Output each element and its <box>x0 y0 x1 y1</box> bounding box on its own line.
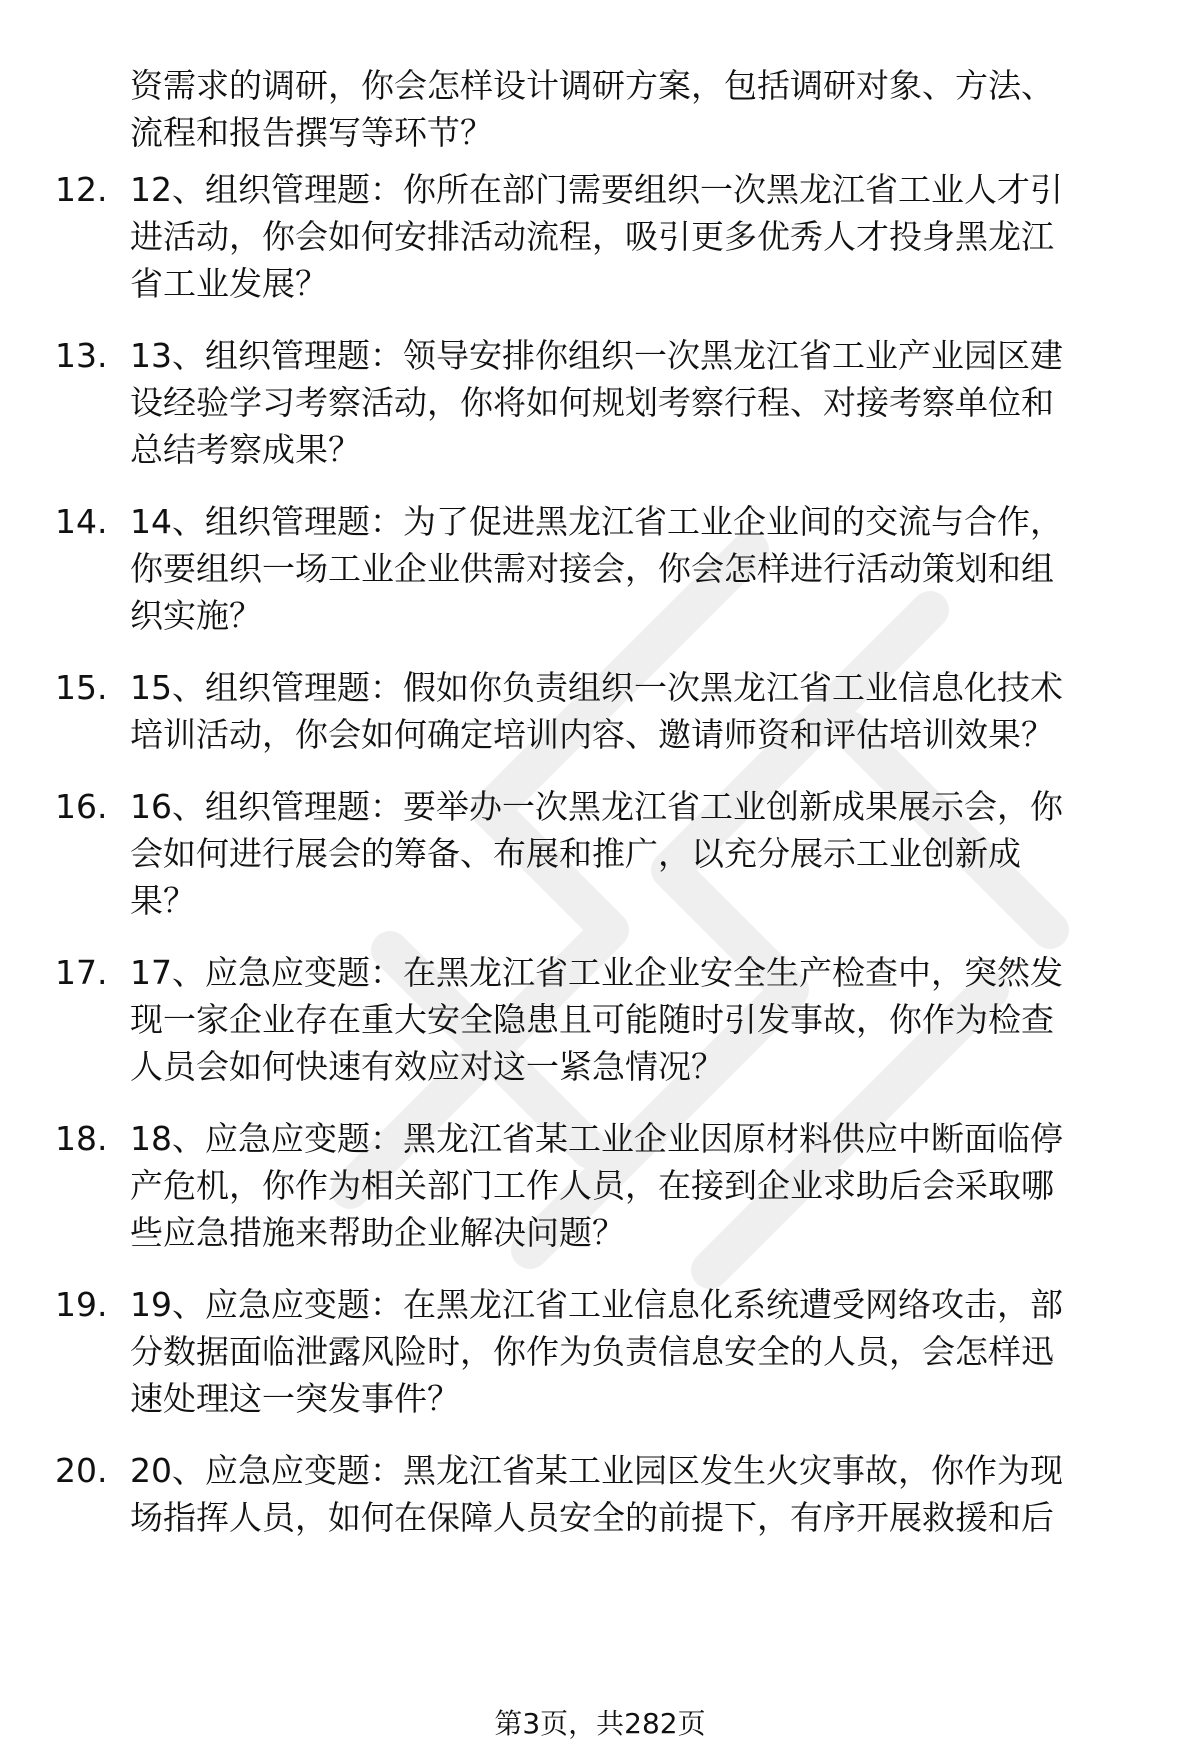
list-item-text: 17、应急应变题：在黑龙江省工业企业安全生产检查中，突然发 现一家企业存在重大安全隐患且可能随时引发事故，你作为检查 人员会如何快速有效应对这一紧急情况？ <box>130 953 1063 1086</box>
list-item-text: 18、应急应变题：黑龙江省某工业企业因原材料供应中断面临停 产危机，你作为相关部门工作人员，在接到企业求助后会采取哪 些应急措施来帮助企业解决问题？ <box>130 1119 1063 1252</box>
list-item-number: 15. <box>55 668 108 707</box>
list-item-number: 19. <box>55 1285 108 1324</box>
list-item-number: 20. <box>55 1451 108 1490</box>
list-item-number: 16. <box>55 787 108 826</box>
list-item-text: 20、应急应变题：黑龙江省某工业园区发生火灾事故，你作为现 场指挥人员，如何在保障人员安全的前提下，有序开展救援和后 <box>130 1451 1063 1537</box>
list-item-text: 19、应急应变题：在黑龙江省工业信息化系统遭受网络攻击，部 分数据面临泄露风险时，你作为负责信息安全的人员，会怎样迅 速处理这一突发事件？ <box>130 1285 1063 1418</box>
list-item-text: 16、组织管理题：要举办一次黑龙江省工业创新成果展示会，你 会如何进行展会的筹备、布展和推广，以充分展示工业创新成 果？ <box>130 787 1063 920</box>
list-item-text: 14、组织管理题：为了促进黑龙江省工业企业间的交流与合作， 你要组织一场工业企业供需对接会，你会怎样进行活动策划和组 织实施？ <box>130 502 1063 635</box>
continued-question-text: 资需求的调研，你会怎样设计调研方案，包括调研对象、方法、 流程和报告撰写等环节？ <box>130 66 1054 152</box>
list-item-number: 13. <box>55 336 108 375</box>
list-item-number: 14. <box>55 502 108 541</box>
list-item-number: 18. <box>55 1119 108 1158</box>
page-number: 第3页，共282页 <box>494 1707 706 1740</box>
list-item-text: 13、组织管理题：领导安排你组织一次黑龙江省工业产业园区建 设经验学习考察活动，你将如何规划考察行程、对接考察单位和 总结考察成果？ <box>130 336 1063 469</box>
list-item-text: 15、组织管理题：假如你负责组织一次黑龙江省工业信息化技术 培训活动，你会如何确定培训内容、邀请师资和评估培训效果？ <box>130 668 1063 754</box>
list-item-number: 12. <box>55 170 108 209</box>
list-item-number: 17. <box>55 953 108 992</box>
list-item-text: 12、组织管理题：你所在部门需要组织一次黑龙江省工业人才引 进活动，你会如何安排活动流程，吸引更多优秀人才投身黑龙江 省工业发展？ <box>130 170 1063 303</box>
